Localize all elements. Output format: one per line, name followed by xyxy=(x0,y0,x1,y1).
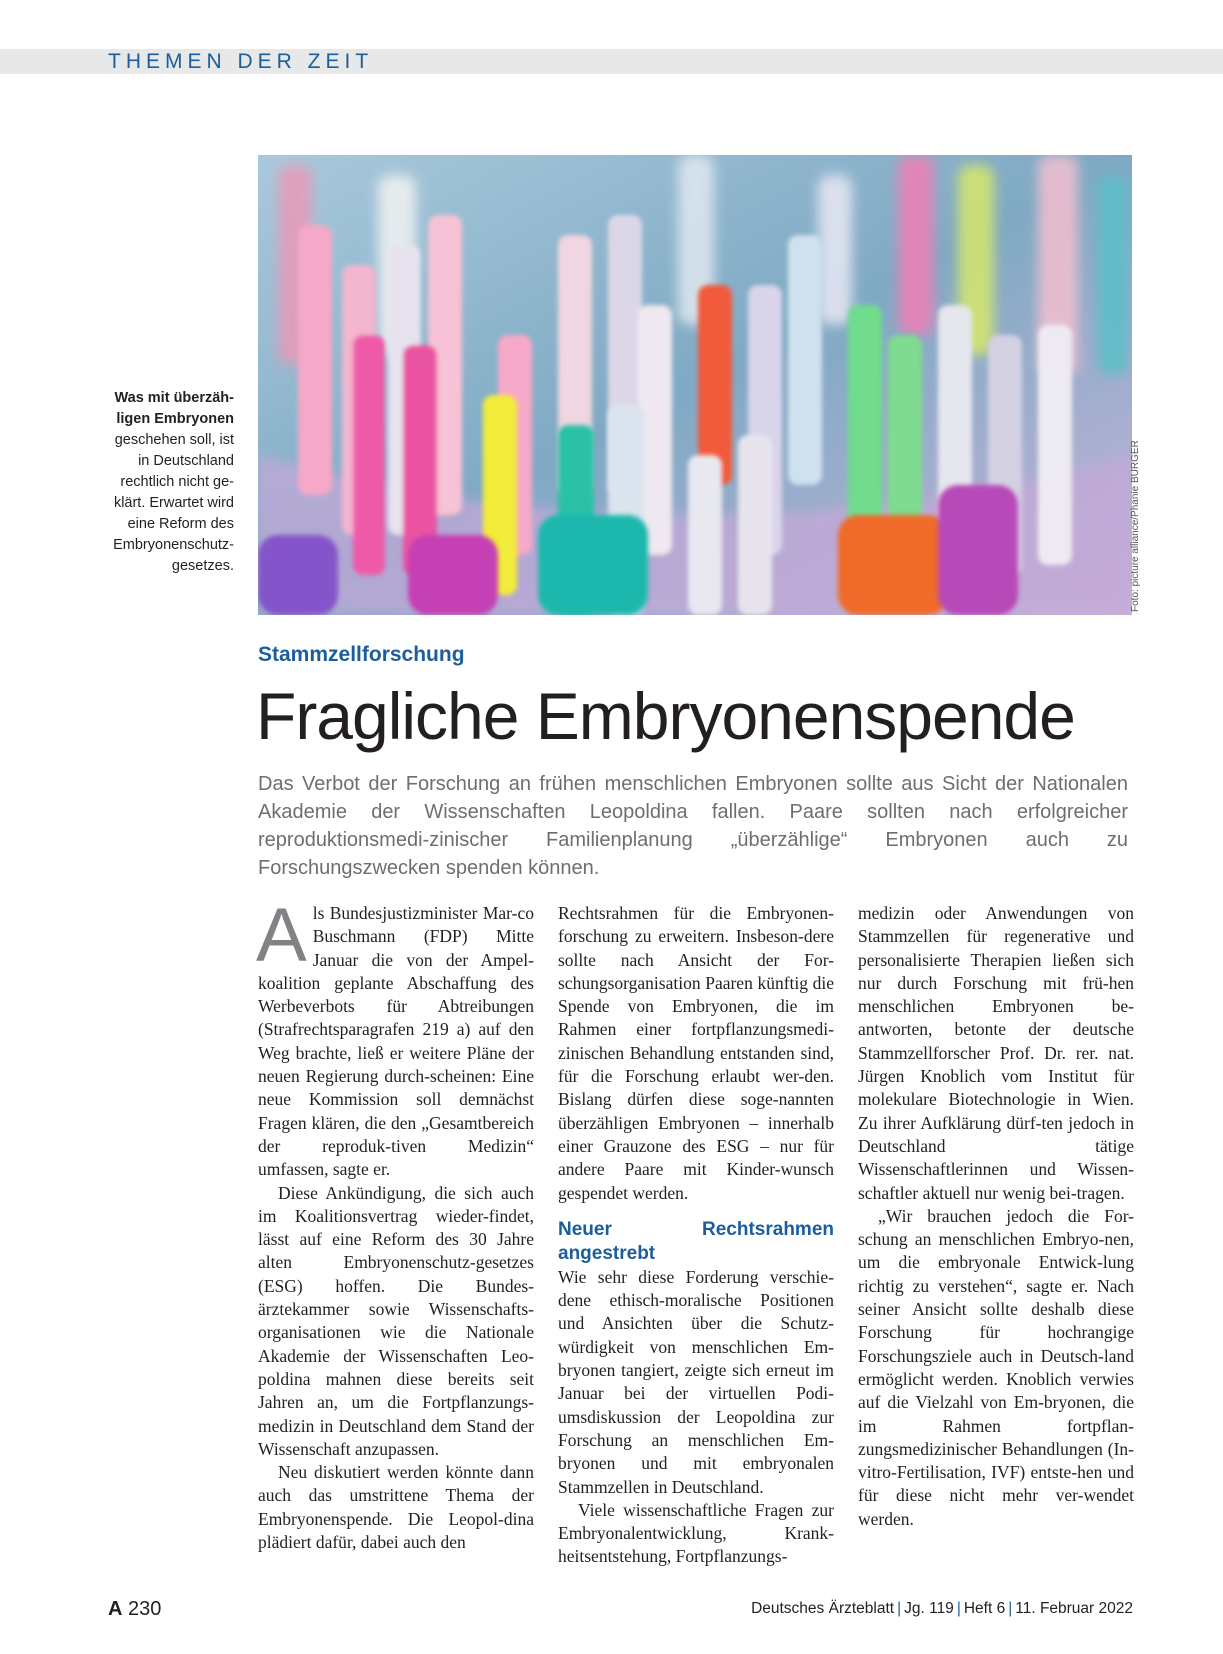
page-number-value: 230 xyxy=(128,1598,162,1620)
page-prefix: A xyxy=(108,1598,123,1620)
journal-name: Deutsches Ärzteblatt xyxy=(751,1600,895,1617)
photo-caption xyxy=(100,388,234,577)
journal-date: 11. Februar 2022 xyxy=(1015,1600,1133,1617)
caption-text: geschehen soll, ist in Deutschland rechtlich nicht ge-klärt. Erwartet wird eine Reform des Embryonenschutz-gesetzes. xyxy=(113,432,234,574)
article-photo xyxy=(258,155,1132,615)
body-column-3 xyxy=(858,902,1134,1531)
separator: | xyxy=(897,1600,902,1617)
journal-volume: Jg. 119 xyxy=(904,1600,954,1617)
body-column-2 xyxy=(558,902,834,1569)
drop-cap: A xyxy=(256,893,307,978)
page-number xyxy=(108,1598,161,1621)
separator: | xyxy=(1008,1600,1013,1617)
journal-info xyxy=(751,1600,1133,1618)
paragraph-text: ls Bundesjustizminister Mar-co Buschmann (FDP) Mitte Januar die von der Ampel-koalition geplante Abschaffung des Werbeverbots für Abtreibungen (Strafrechtsparagrafen 219 a) auf den Weg brachte, ließ er weitere Pläne der neuen Regierung durch-scheinen: Eine neue Kommission soll demnächst Fragen klären, die den „Gesamtbereich der reproduk-tiven Medizin“ umfassen, sagte er. xyxy=(258,903,534,1180)
paragraph: Viele wissenschaftliche Fragen zur Embryonalentwicklung, Krank-heitsentstehung, Fortpflanzungs- xyxy=(558,1499,834,1567)
paragraph: Rechtsrahmen für die Embryonen-forschung zu erweitern. Insbeson-dere sollte nach Ansicht der For-schungsorganisation Paaren künftig die Spende von Embryonen, die im Rahmen einer fortpflanzungsmedi-zinischen Behandlung entstanden sind, für die Forschung erlaubt wer-den. Bislang dürfen diese soge-nannten überzähligen Embryonen – innerhalb einer Grauzone des ESG – nur für andere Paare mit Kinder-wunsch gespendet werden. xyxy=(558,903,834,1203)
caption-lead: Was mit überzäh-ligen Embryonen xyxy=(114,390,234,427)
journal-issue: Heft 6 xyxy=(963,1600,1006,1617)
paragraph: medizin oder Anwendungen von Stammzellen für regenerative und personalisierte Therapien ließen sich nur durch Forschung mit frü-hen menschlichen Embryonen be-antworten, betonte der deutsche Stammzellforscher Prof. Dr. rer. nat. Jürgen Knoblich vom Institut für molekulare Biotechnologie in Wien. Zu ihrer Aufklärung dürf-ten jedoch in Deutschland tätige Wissenschaftlerinnen und Wissen-schaftler aktuell nur wenig bei-tragen. xyxy=(858,903,1134,1203)
paragraph: „Wir brauchen jedoch die For-schung an menschlichen Embryo-nen, um die embryonale Entwick-lung richtig zu verstehen“, sagte er. Nach seiner Ansicht sollte deshalb diese Forschung für hochrangige Forschungsziele auch in Deutsch-land ermöglicht werden. Knoblich verwies auf die Vielzahl von Em-bryonen, die im Rahmen fortpflan-zungsmedizinischer Behandlungen (In-vitro-Fertilisation, IVF) entste-hen und für diese nicht mehr ver-wendet werden. xyxy=(858,1205,1134,1529)
photo-credit: Foto: picture alliance/Phanie BURGER xyxy=(1130,440,1141,612)
paragraph: Wie sehr diese Forderung verschie-dene ethisch-moralische Positionen und Ansichten über die Schutz-würdigkeit von menschlichen Em-bryonen tangiert, zeigte sich erneut im Januar bei der virtuellen Podi-umsdiskussion der Leopoldina zur Forschung an menschlichen Em-bryonen und mit embryonalen Stammzellen in Deutschland. xyxy=(558,1266,834,1497)
section-label: THEMEN DER ZEIT xyxy=(108,50,374,73)
frozen-straws-illustration xyxy=(258,155,1132,615)
paragraph xyxy=(256,893,534,1182)
article-kicker: Stammzellforschung xyxy=(258,643,465,666)
article-teaser: Das Verbot der Forschung an frühen menschlichen Embryonen sollte aus Sicht der Nationalen Akademie der Wissenschaften Leopoldina fallen. Paare sollten nach erfolgreicher reproduktionsmedi-zinischer Familienplanung „überzählige“ Embryonen auch zu Forschungszwecken spenden können. xyxy=(258,773,1128,879)
article-headline: Fragliche Embryonenspende xyxy=(256,679,1075,753)
subheading: Neuer Rechtsrahmen angestrebt xyxy=(558,1218,834,1264)
paragraph: Diese Ankündigung, die sich auch im Koalitionsvertrag wieder-findet, lässt auf eine Reform des 30 Jahre alten Embryonenschutz-gesetzes (ESG) hoffen. Die Bundes-ärztekammer sowie Wissenschafts-organisationen wie die Nationale Akademie der Wissenschaften Leo-poldina mahnen diese bereits seit Jahren an, um die Fortpflanzungs-medizin in Deutschland dem Stand der Wissenschaft anzupassen. xyxy=(258,1182,534,1459)
paragraph: Neu diskutiert werden könnte dann auch das umstrittene Thema der Embryonenspende. Die Leopol-dina plädiert dafür, dabei auch den xyxy=(258,1462,534,1553)
separator: | xyxy=(956,1600,961,1617)
body-column-1 xyxy=(256,893,534,1554)
